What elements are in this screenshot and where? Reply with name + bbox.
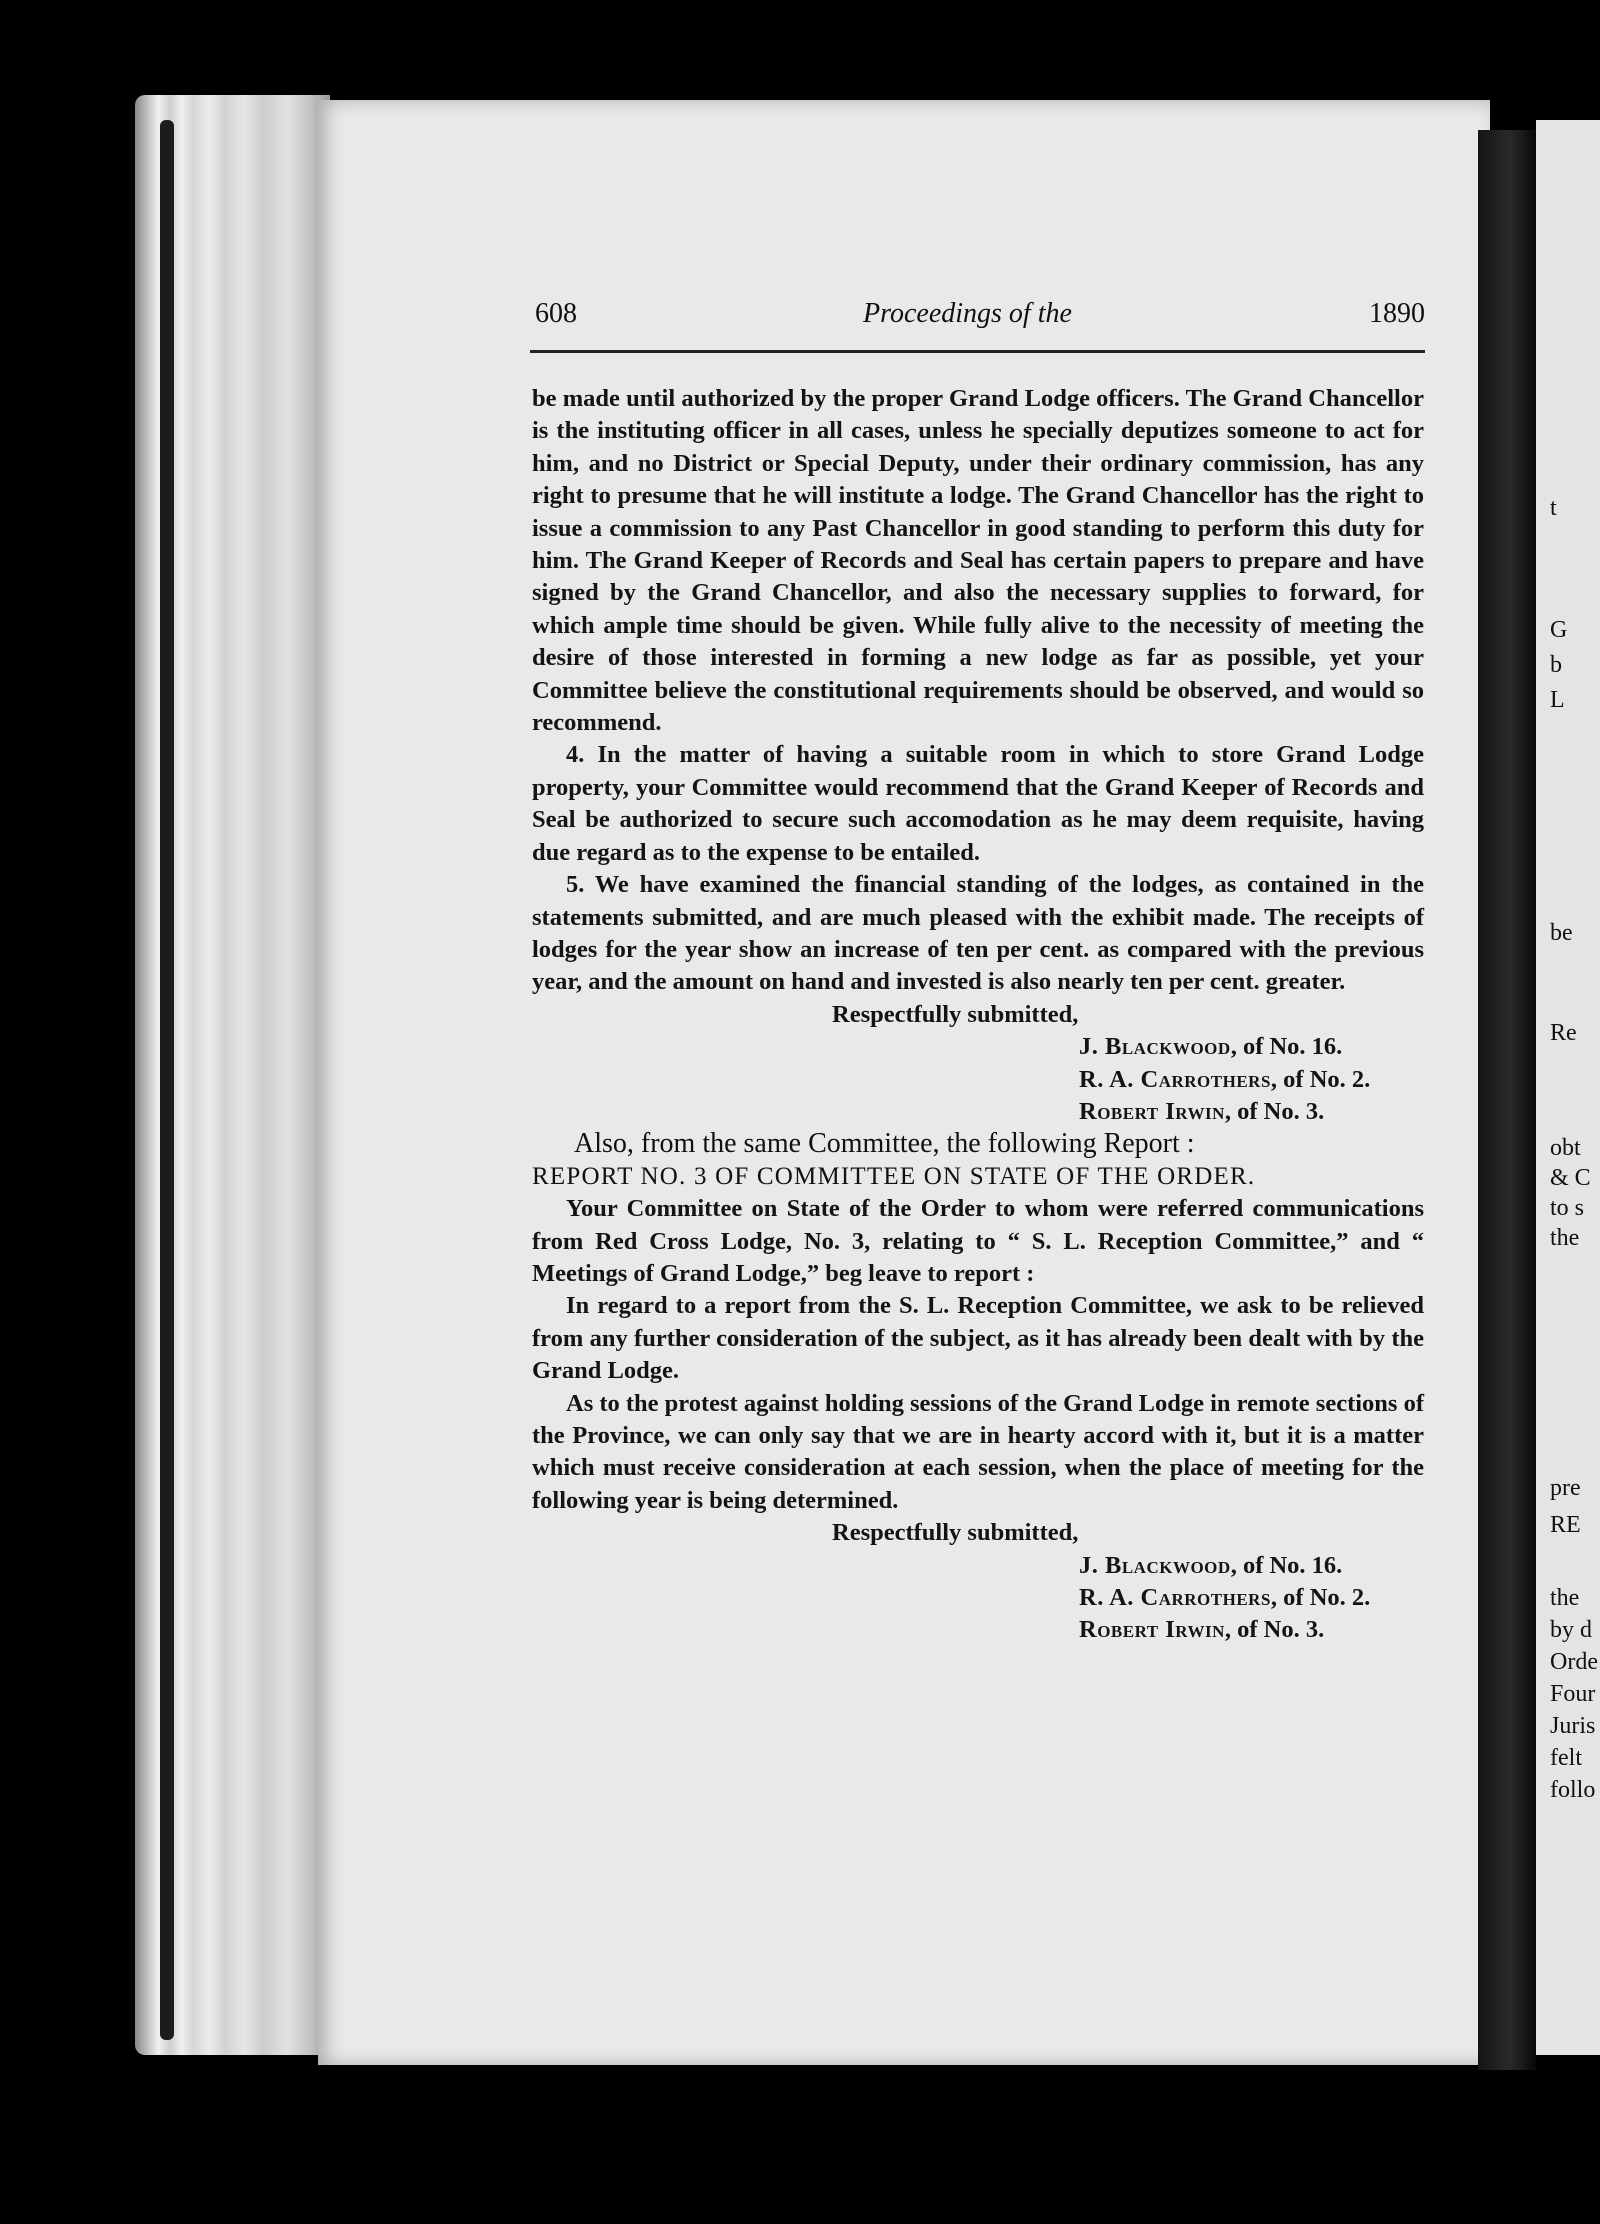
running-title: Proceedings of the [863, 298, 1072, 329]
facing-fragment: & C [1550, 1165, 1591, 1191]
facing-fragment: the [1550, 1585, 1580, 1611]
facing-fragment: by d [1550, 1617, 1592, 1643]
signer-name: J. Blackwood [1079, 1551, 1231, 1579]
facing-fragment: b [1550, 652, 1562, 678]
paragraph-item-5: 5. We have examined the financial standing of the lodges, as contained in the statements submitted, and are much pleased with the exhibit made. The receipts of lodges for the year show an increase of ten per cent. as compared with the previous year, and the amount on hand and invested is also nearly ten per cent. greater. [532, 871, 1424, 996]
facing-fragment: to s [1550, 1195, 1585, 1221]
signer-lodge: , of No. 3. [1224, 1097, 1325, 1125]
signer-name: Robert Irwin [1079, 1097, 1225, 1125]
facing-fragment: RE [1550, 1512, 1581, 1538]
report-paragraph: In regard to a report from the S. L. Reception Committee, we ask to be relieved from any further consideration of the subject, as it has already been dealt with by the Grand Lodge. [532, 1292, 1424, 1385]
signer-name: R. A. Carrothers [1079, 1584, 1271, 1612]
paragraph-item-4: 4. In the matter of having a suitable room in which to store Grand Lodge property, your Committee would recommend that the Grand Keeper of Records and Seal be authorized to secure such accomodation as he may deem requisite, having due regard as to the expense to be entailed. [532, 741, 1424, 866]
facing-fragment: the [1550, 1225, 1580, 1251]
facing-fragment: follo [1550, 1777, 1596, 1803]
report-title: REPORT NO. 3 OF COMMITTEE ON STATE OF THE ORDER. [532, 1162, 1256, 1190]
signer-name: J. Blackwood [1079, 1033, 1231, 1061]
closing-line: Respectfully submitted, [832, 1000, 1079, 1028]
facing-fragment: Re [1550, 1020, 1577, 1046]
signer-lodge: , of No. 16. [1230, 1551, 1343, 1579]
signer-line [532, 1550, 1424, 1582]
report-paragraph: Your Committee on State of the Order to whom were referred communications from Red Cross Lodge, No. 3, relating to “ S. L. Reception Committee,” and “ Meetings of Grand Lodge,” beg leave to report : [532, 1195, 1424, 1287]
facing-fragment: felt [1550, 1745, 1582, 1771]
signer-line [532, 1031, 1424, 1063]
paragraph-continuation: be made until authorized by the proper Grand Lodge officers. The Grand Chancellor is the instituting officer in all cases, unless he specially deputizes someone to act for him, and no District or Special Deputy, under their ordinary commission, has any right to presume that he will institute a lodge. The Grand Chancellor has the right to issue a commission to any Past Chancellor in good standing to perform this duty for him. The Grand Keeper of Records and Seal has certain papers to prepare and have signed by the Grand Chancellor, and also the necessary supplies to forward, for which ample time should be given. While fully alive to the necessity of meeting the desire of those interested in forming a new lodge as far as possible, yet your Committee believe the constitutional requirements should be observed, and would so recommend. [532, 385, 1424, 737]
facing-fragment: pre [1550, 1475, 1581, 1501]
facing-fragment: L [1550, 687, 1565, 713]
facing-fragment: obt [1550, 1135, 1581, 1161]
facing-fragment: Juris [1550, 1713, 1596, 1739]
signer-lodge: , of No. 2. [1270, 1584, 1371, 1612]
signer-line [532, 1096, 1424, 1128]
signer-name: Robert Irwin [1079, 1616, 1225, 1644]
signer-lodge: , of No. 16. [1230, 1033, 1343, 1061]
closing-line: Respectfully submitted, [832, 1519, 1079, 1547]
facing-fragment: be [1550, 920, 1573, 946]
facing-fragment: t [1550, 495, 1557, 521]
facing-fragment: G [1550, 617, 1568, 643]
signer-lodge: , of No. 3. [1224, 1616, 1325, 1644]
signer-line [532, 1064, 1424, 1096]
report-paragraph: As to the protest against holding sessions of the Grand Lodge in remote sections of the Province, we can only say that we are in hearty accord with it, but it is a matter which must receive consideration at each session, when the place of meeting for the following year is being determined. [532, 1389, 1424, 1514]
page-number: 608 [535, 298, 577, 329]
header-year: 1890 [1369, 298, 1425, 329]
header-rule [530, 350, 1425, 353]
page-stack-edge [160, 120, 174, 2040]
page-body [532, 383, 1424, 1647]
book-gutter [1478, 130, 1536, 2070]
signer-name: R. A. Carrothers [1079, 1065, 1271, 1093]
facing-fragment: Four [1550, 1681, 1596, 1707]
running-header [535, 298, 1425, 338]
signer-line [532, 1582, 1424, 1614]
signer-line [532, 1614, 1424, 1646]
facing-page [1536, 120, 1600, 2055]
transition-line: Also, from the same Committee, the following Report : [574, 1128, 1195, 1160]
facing-fragment: Orde [1550, 1649, 1598, 1675]
signer-lodge: , of No. 2. [1270, 1065, 1371, 1093]
